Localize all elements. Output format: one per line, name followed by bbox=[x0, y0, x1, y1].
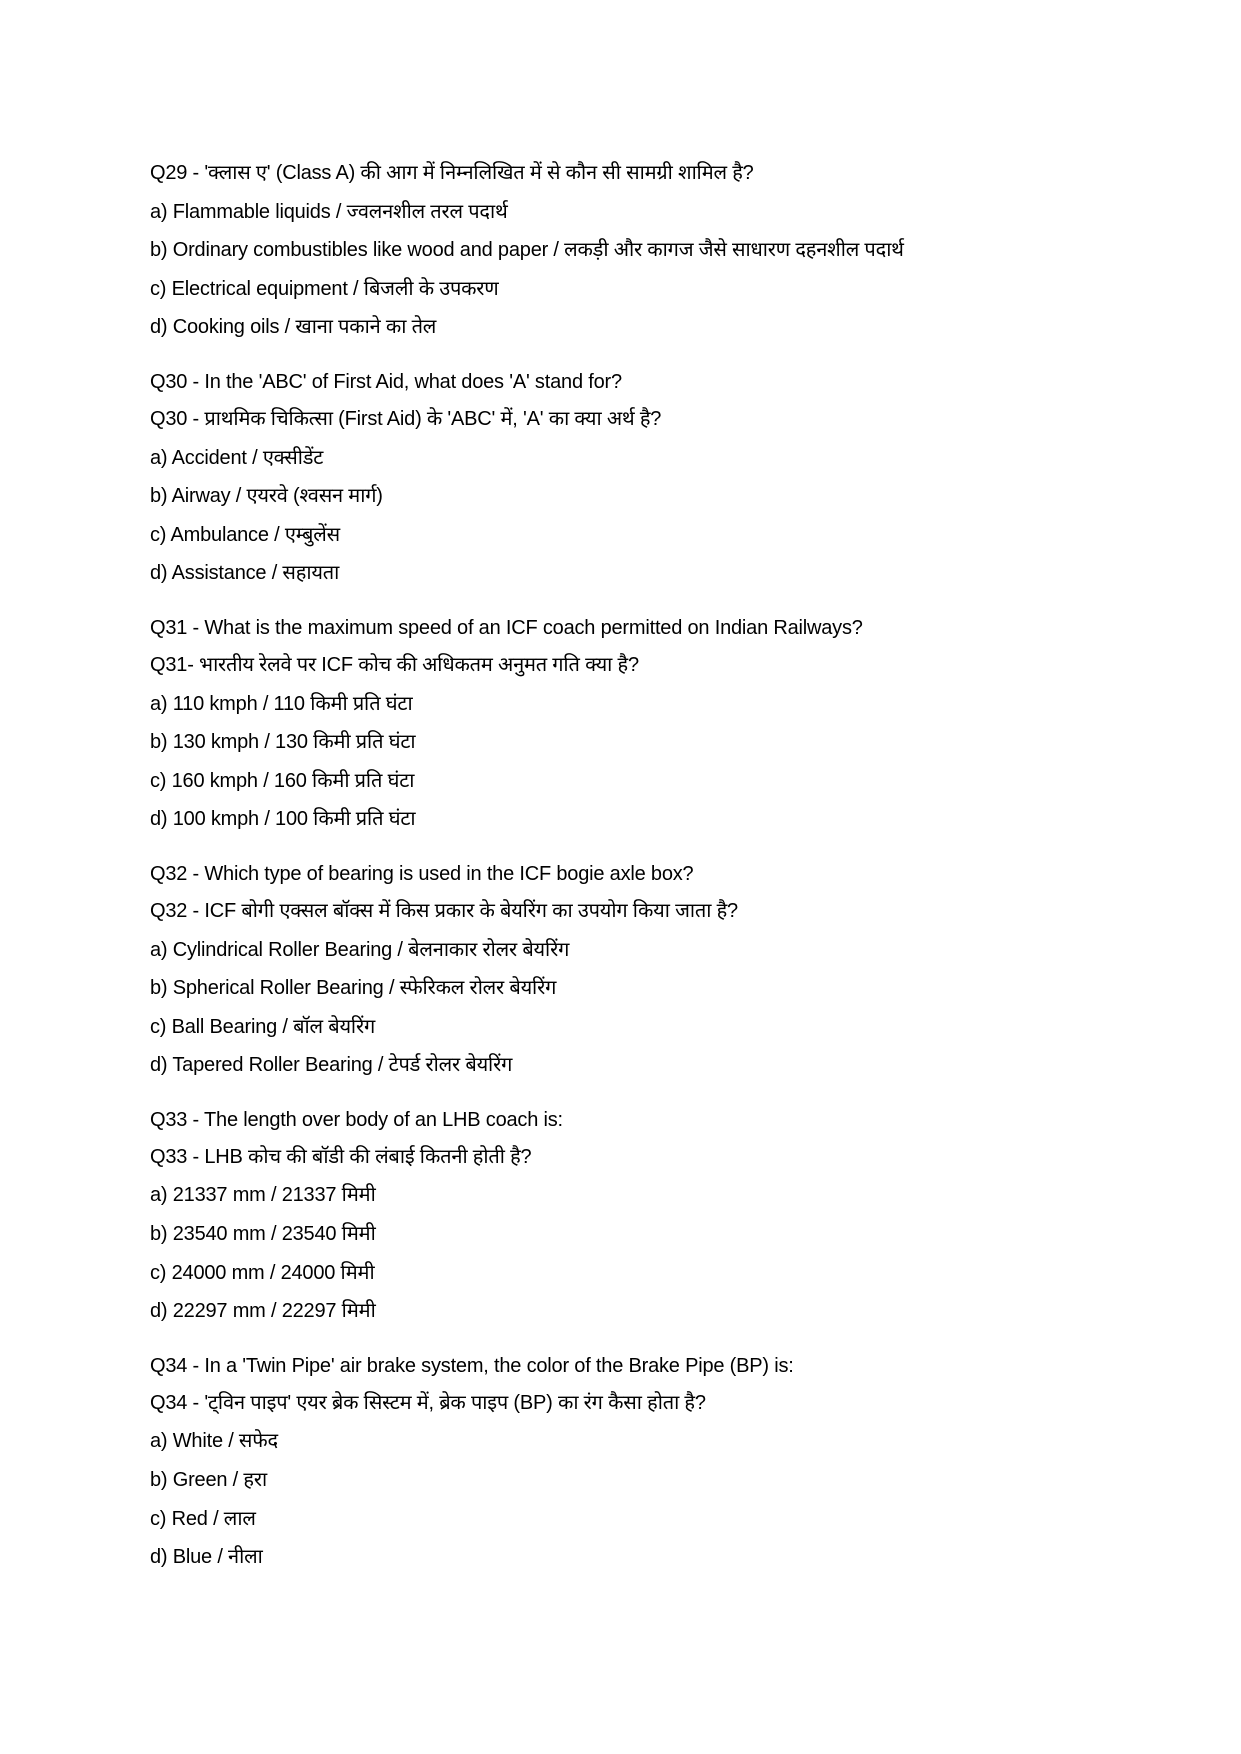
option-d: d) Assistance / सहायता bbox=[150, 562, 340, 585]
option-c: c) Ball Bearing / बॉल बेयरिंग bbox=[150, 1015, 376, 1038]
question-q32 bbox=[150, 857, 1150, 1085]
option-c: c) Ambulance / एम्बुलेंस bbox=[150, 523, 340, 546]
option-a: a) White / सफेद bbox=[150, 1430, 278, 1453]
option-c: c) Electrical equipment / बिजली के उपकरण bbox=[150, 277, 499, 300]
option-a: a) 110 kmph / 110 किमी प्रति घंटा bbox=[150, 692, 413, 715]
option-c: c) 160 kmph / 160 किमी प्रति घंटा bbox=[150, 769, 415, 792]
question-q33 bbox=[150, 1103, 1150, 1331]
document-page bbox=[150, 154, 1150, 1595]
question-text-hindi: Q33 - LHB कोच की बॉडी की लंबाई कितनी होती है? bbox=[150, 1145, 532, 1168]
question-q30 bbox=[150, 365, 1150, 593]
option-a: a) Flammable liquids / ज्वलनशील तरल पदार्थ bbox=[150, 200, 508, 223]
question-text-english: Q32 - Which type of bearing is used in the ICF bogie axle box? bbox=[150, 862, 694, 885]
question-q34 bbox=[150, 1349, 1150, 1577]
option-d: d) 22297 mm / 22297 मिमी bbox=[150, 1300, 376, 1323]
option-d: d) Tapered Roller Bearing / टेपर्ड रोलर बेयरिंग bbox=[150, 1054, 513, 1077]
question-text-hindi: Q31- भारतीय रेलवे पर ICF कोच की अधिकतम अनुमत गति क्या है? bbox=[150, 653, 639, 676]
option-b: b) Green / हरा bbox=[150, 1469, 267, 1492]
option-a: a) Accident / एक्सीडेंट bbox=[150, 446, 324, 469]
option-d: d) Cooking oils / खाना पकाने का तेल bbox=[150, 316, 437, 339]
question-text-english: Q33 - The length over body of an LHB coach is: bbox=[150, 1108, 563, 1131]
option-b: b) Airway / एयरवे (श्वसन मार्ग) bbox=[150, 485, 383, 508]
question-text-english: Q34 - In a 'Twin Pipe' air brake system, the color of the Brake Pipe (BP) is: bbox=[150, 1354, 794, 1377]
option-c: c) 24000 mm / 24000 मिमी bbox=[150, 1261, 375, 1284]
option-c: c) Red / लाल bbox=[150, 1507, 256, 1530]
question-text-hindi: Q32 - ICF बोगी एक्सल बॉक्स में किस प्रकार के बेयरिंग का उपयोग किया जाता है? bbox=[150, 899, 738, 922]
option-d: d) Blue / नीला bbox=[150, 1546, 263, 1569]
option-a: a) Cylindrical Roller Bearing / बेलनाकार रोलर बेयरिंग bbox=[150, 938, 570, 961]
option-b: b) Spherical Roller Bearing / स्फेरिकल रोलर बेयरिंग bbox=[150, 977, 557, 1000]
question-text-hindi: Q29 - 'क्लास ए' (Class A) की आग में निम्नलिखित में से कौन सी सामग्री शामिल है? bbox=[150, 162, 754, 184]
question-text-english: Q30 - In the 'ABC' of First Aid, what does 'A' stand for? bbox=[150, 370, 622, 393]
question-text-hindi: Q30 - प्राथमिक चिकित्सा (First Aid) के 'ABC' में, 'A' का क्या अर्थ है? bbox=[150, 407, 662, 430]
question-q31 bbox=[150, 611, 1150, 839]
option-b: b) Ordinary combustibles like wood and paper / लकड़ी और कागज जैसे साधारण दहनशील पदार्थ bbox=[150, 239, 904, 262]
question-q29 bbox=[150, 154, 1150, 347]
option-b: b) 130 kmph / 130 किमी प्रति घंटा bbox=[150, 731, 416, 754]
option-b: b) 23540 mm / 23540 मिमी bbox=[150, 1223, 376, 1246]
question-text-english: Q31 - What is the maximum speed of an ICF coach permitted on Indian Railways? bbox=[150, 616, 863, 639]
question-text-hindi: Q34 - 'ट्विन पाइप' एयर ब्रेक सिस्टम में, ब्रेक पाइप (BP) का रंग कैसा होता है? bbox=[150, 1391, 706, 1414]
option-a: a) 21337 mm / 21337 मिमी bbox=[150, 1184, 376, 1207]
option-d: d) 100 kmph / 100 किमी प्रति घंटा bbox=[150, 808, 416, 831]
